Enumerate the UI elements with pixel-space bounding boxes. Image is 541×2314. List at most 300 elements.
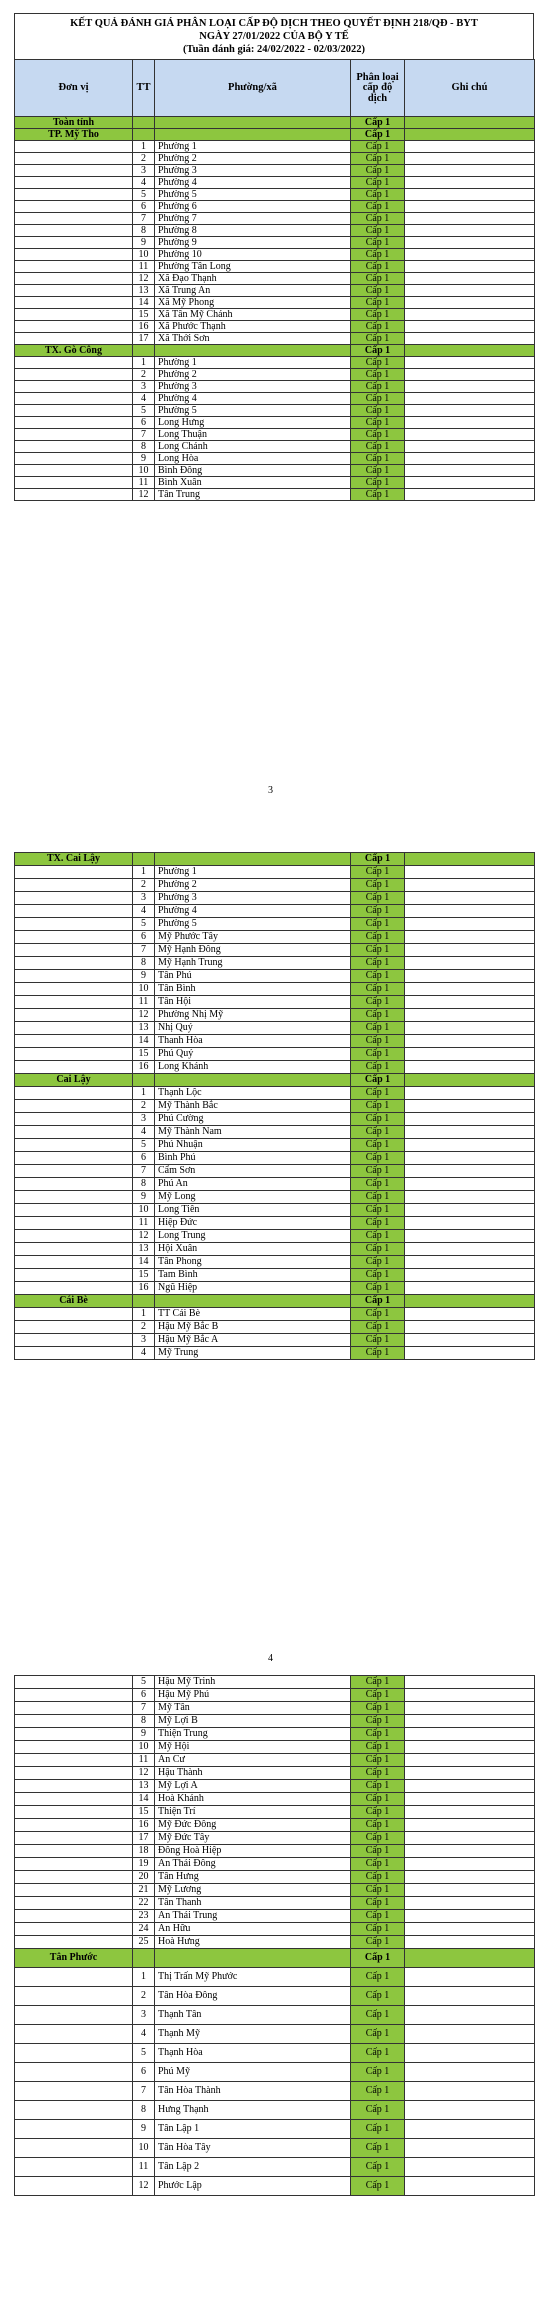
unit-cell xyxy=(15,1819,133,1832)
level-cell: Cấp 1 xyxy=(351,1806,405,1819)
tt-cell: 3 xyxy=(133,381,155,393)
ward-name: Phường 2 xyxy=(155,153,351,165)
unit-cell xyxy=(15,1793,133,1806)
level-cell: Cấp 1 xyxy=(351,441,405,453)
note-cell xyxy=(405,225,535,237)
ward-name: Long Tiên xyxy=(155,1204,351,1217)
note-cell xyxy=(405,879,535,892)
unit-cell xyxy=(15,1987,133,2006)
group-name: TP. Mỹ Tho xyxy=(15,129,133,141)
tt-cell: 13 xyxy=(133,1780,155,1793)
classification-table-page-2 xyxy=(14,852,535,1360)
level-cell: Cấp 1 xyxy=(351,213,405,225)
level-cell: Cấp 1 xyxy=(351,1217,405,1230)
note-cell xyxy=(405,1308,535,1321)
unit-cell xyxy=(15,477,133,489)
ward-name: An Hữu xyxy=(155,1923,351,1936)
note-cell xyxy=(405,129,535,141)
note-cell xyxy=(405,441,535,453)
level-cell: Cấp 1 xyxy=(351,1165,405,1178)
note-cell xyxy=(405,1987,535,2006)
unit-cell xyxy=(15,1715,133,1728)
note-cell xyxy=(405,1087,535,1100)
level-cell: Cấp 1 xyxy=(351,1087,405,1100)
tt-cell: 9 xyxy=(133,2120,155,2139)
ward-name: Mỹ Thành Bắc xyxy=(155,1100,351,1113)
ward-name: Tân Lập 2 xyxy=(155,2158,351,2177)
level-cell: Cấp 1 xyxy=(351,1035,405,1048)
ward-name: Long Thuận xyxy=(155,429,351,441)
tt-cell: 7 xyxy=(133,2082,155,2101)
note-cell xyxy=(405,1165,535,1178)
note-cell xyxy=(405,429,535,441)
tt-cell: 25 xyxy=(133,1936,155,1949)
tt-cell: 13 xyxy=(133,1243,155,1256)
tt-cell: 10 xyxy=(133,249,155,261)
ward-row xyxy=(15,879,535,892)
level-cell: Cấp 1 xyxy=(351,177,405,189)
ward-row xyxy=(15,866,535,879)
ward-name: Hoà Hưng xyxy=(155,1936,351,1949)
level-cell: Cấp 1 xyxy=(351,489,405,501)
ward-name: Phú An xyxy=(155,1178,351,1191)
tt-cell: 11 xyxy=(133,261,155,273)
unit-cell xyxy=(15,1702,133,1715)
tt-cell: 12 xyxy=(133,273,155,285)
unit-cell xyxy=(15,249,133,261)
ward-row xyxy=(15,983,535,996)
group-row xyxy=(15,117,535,129)
ward-row xyxy=(15,1191,535,1204)
level-cell: Cấp 1 xyxy=(351,465,405,477)
table-body-page-1 xyxy=(15,117,535,501)
ward-name: Phường 2 xyxy=(155,369,351,381)
level-cell: Cấp 1 xyxy=(351,1282,405,1295)
unit-cell xyxy=(15,1767,133,1780)
ward-row xyxy=(15,1728,535,1741)
ward-row xyxy=(15,441,535,453)
unit-cell xyxy=(15,1897,133,1910)
tt-cell: 8 xyxy=(133,225,155,237)
tt-cell: 7 xyxy=(133,1702,155,1715)
ward-row xyxy=(15,381,535,393)
ward-name: Thạnh Tân xyxy=(155,2006,351,2025)
level-cell: Cấp 1 xyxy=(351,1074,405,1087)
unit-cell xyxy=(15,1139,133,1152)
unit-cell xyxy=(15,1347,133,1360)
ward-row xyxy=(15,1321,535,1334)
tt-cell: 15 xyxy=(133,1048,155,1061)
ward-row xyxy=(15,477,535,489)
tt-cell: 11 xyxy=(133,1217,155,1230)
level-cell: Cấp 1 xyxy=(351,1689,405,1702)
tt-cell: 11 xyxy=(133,996,155,1009)
ward-row xyxy=(15,1968,535,1987)
note-cell xyxy=(405,417,535,429)
tt-cell: 8 xyxy=(133,1178,155,1191)
ward-name: Phường 2 xyxy=(155,879,351,892)
unit-cell xyxy=(15,1910,133,1923)
tt-cell: 3 xyxy=(133,165,155,177)
note-cell xyxy=(405,177,535,189)
tt-cell: 16 xyxy=(133,1819,155,1832)
level-cell: Cấp 1 xyxy=(351,309,405,321)
note-cell xyxy=(405,1715,535,1728)
ward-name: Phú Cường xyxy=(155,1113,351,1126)
tt-cell: 11 xyxy=(133,2158,155,2177)
level-cell: Cấp 1 xyxy=(351,2044,405,2063)
level-cell: Cấp 1 xyxy=(351,1715,405,1728)
ward-name: Phường 9 xyxy=(155,237,351,249)
ward-name: Tân Hòa Tây xyxy=(155,2139,351,2158)
ward-row xyxy=(15,2177,535,2196)
ward-row xyxy=(15,369,535,381)
unit-cell xyxy=(15,1178,133,1191)
tt-cell: 16 xyxy=(133,321,155,333)
unit-cell xyxy=(15,189,133,201)
unit-cell xyxy=(15,441,133,453)
tt-cell: 9 xyxy=(133,237,155,249)
unit-cell xyxy=(15,866,133,879)
classification-table-page-3 xyxy=(14,1675,535,2196)
tt-cell: 3 xyxy=(133,1113,155,1126)
level-cell: Cấp 1 xyxy=(351,261,405,273)
unit-cell xyxy=(15,1269,133,1282)
ward-name: Mỹ Phước Tây xyxy=(155,931,351,944)
ward-name: Mỹ Thành Nam xyxy=(155,1126,351,1139)
ward-name: Long Hòa xyxy=(155,453,351,465)
unit-cell xyxy=(15,1728,133,1741)
ward-name: Hậu Mỹ Trinh xyxy=(155,1676,351,1689)
unit-cell xyxy=(15,957,133,970)
note-cell xyxy=(405,1676,535,1689)
level-cell: Cấp 1 xyxy=(351,345,405,357)
level-cell: Cấp 1 xyxy=(351,853,405,866)
group-name: Toàn tỉnh xyxy=(15,117,133,129)
unit-cell xyxy=(15,1936,133,1949)
level-cell: Cấp 1 xyxy=(351,1048,405,1061)
unit-cell xyxy=(15,1689,133,1702)
tt-cell: 13 xyxy=(133,1022,155,1035)
unit-cell xyxy=(15,2025,133,2044)
ward-name: Phước Lập xyxy=(155,2177,351,2196)
ward-row xyxy=(15,1178,535,1191)
ward-row xyxy=(15,2139,535,2158)
level-cell: Cấp 1 xyxy=(351,297,405,309)
note-cell xyxy=(405,1780,535,1793)
level-cell: Cấp 1 xyxy=(351,1321,405,1334)
ward-name: Tân Phong xyxy=(155,1256,351,1269)
ward-row xyxy=(15,931,535,944)
ward-row xyxy=(15,1936,535,1949)
ward-name: Mỹ Đức Đông xyxy=(155,1819,351,1832)
unit-cell xyxy=(15,333,133,345)
ward-row xyxy=(15,970,535,983)
level-cell: Cấp 1 xyxy=(351,1936,405,1949)
tt-cell: 9 xyxy=(133,970,155,983)
level-cell: Cấp 1 xyxy=(351,2158,405,2177)
level-cell: Cấp 1 xyxy=(351,957,405,970)
note-cell xyxy=(405,1009,535,1022)
note-cell xyxy=(405,1035,535,1048)
note-cell xyxy=(405,1936,535,1949)
level-cell: Cấp 1 xyxy=(351,321,405,333)
ward-row xyxy=(15,1269,535,1282)
ward-row xyxy=(15,1165,535,1178)
note-cell xyxy=(405,153,535,165)
unit-cell xyxy=(15,213,133,225)
ward-row xyxy=(15,429,535,441)
note-cell xyxy=(405,957,535,970)
note-cell xyxy=(405,1074,535,1087)
ward-row xyxy=(15,1987,535,2006)
ward-name: Hoà Khánh xyxy=(155,1793,351,1806)
ward-name: Phường 4 xyxy=(155,177,351,189)
unit-cell xyxy=(15,309,133,321)
note-cell xyxy=(405,2158,535,2177)
ward-row xyxy=(15,1884,535,1897)
unit-cell xyxy=(15,465,133,477)
ward-row xyxy=(15,489,535,501)
ward-name: Phường 3 xyxy=(155,381,351,393)
tt-cell: 6 xyxy=(133,2063,155,2082)
note-cell xyxy=(405,1897,535,1910)
group-row xyxy=(15,1295,535,1308)
level-cell: Cấp 1 xyxy=(351,1923,405,1936)
unit-cell xyxy=(15,1858,133,1871)
tt-cell: 5 xyxy=(133,189,155,201)
level-cell: Cấp 1 xyxy=(351,1910,405,1923)
ward-name: Xã Phước Thạnh xyxy=(155,321,351,333)
tt-cell: 6 xyxy=(133,417,155,429)
unit-cell xyxy=(15,1871,133,1884)
ward-name: Bình Phú xyxy=(155,1152,351,1165)
level-cell: Cấp 1 xyxy=(351,931,405,944)
title-line-1: KẾT QUẢ ĐÁNH GIÁ PHÂN LOẠI CẤP ĐỘ DỊCH THEO QUYẾT ĐỊNH 218/QĐ - BYT xyxy=(70,18,478,29)
ward-row xyxy=(15,1845,535,1858)
tt-cell: 5 xyxy=(133,1139,155,1152)
tt-cell: 12 xyxy=(133,2177,155,2196)
ward-name: Phường 6 xyxy=(155,201,351,213)
note-cell xyxy=(405,905,535,918)
level-cell: Cấp 1 xyxy=(351,1871,405,1884)
ward-name: Long Chánh xyxy=(155,441,351,453)
tt-cell: 14 xyxy=(133,297,155,309)
ward-name: Hậu Mỹ Bắc B xyxy=(155,1321,351,1334)
ward-row xyxy=(15,2025,535,2044)
note-cell xyxy=(405,1282,535,1295)
note-cell xyxy=(405,1819,535,1832)
level-cell: Cấp 1 xyxy=(351,1949,405,1968)
ward-row xyxy=(15,453,535,465)
unit-cell xyxy=(15,2006,133,2025)
ward-row xyxy=(15,297,535,309)
tt-cell: 12 xyxy=(133,1230,155,1243)
header-tt: TT xyxy=(133,60,155,117)
ward-name: Phường 1 xyxy=(155,141,351,153)
ward-cell xyxy=(155,1949,351,1968)
tt-cell xyxy=(133,853,155,866)
level-cell: Cấp 1 xyxy=(351,165,405,177)
note-cell xyxy=(405,249,535,261)
tt-cell: 8 xyxy=(133,957,155,970)
ward-row xyxy=(15,273,535,285)
note-cell xyxy=(405,405,535,417)
level-cell: Cấp 1 xyxy=(351,333,405,345)
tt-cell: 2 xyxy=(133,879,155,892)
unit-cell xyxy=(15,905,133,918)
tt-cell: 16 xyxy=(133,1061,155,1074)
unit-cell xyxy=(15,417,133,429)
level-cell: Cấp 1 xyxy=(351,1191,405,1204)
ward-row xyxy=(15,2044,535,2063)
tt-cell: 11 xyxy=(133,1754,155,1767)
tt-cell: 6 xyxy=(133,201,155,213)
ward-row xyxy=(15,1022,535,1035)
level-cell: Cấp 1 xyxy=(351,381,405,393)
unit-cell xyxy=(15,2139,133,2158)
level-cell: Cấp 1 xyxy=(351,477,405,489)
tt-cell: 13 xyxy=(133,285,155,297)
ward-name: Hậu Mỹ Bắc A xyxy=(155,1334,351,1347)
note-cell xyxy=(405,2101,535,2120)
unit-cell xyxy=(15,2082,133,2101)
ward-name: Mỹ Hạnh Đông xyxy=(155,944,351,957)
ward-row xyxy=(15,2120,535,2139)
ward-row xyxy=(15,141,535,153)
tt-cell: 1 xyxy=(133,141,155,153)
unit-cell xyxy=(15,237,133,249)
ward-name: Phường 10 xyxy=(155,249,351,261)
level-cell: Cấp 1 xyxy=(351,1968,405,1987)
page-2-sheet xyxy=(14,852,534,1360)
level-cell: Cấp 1 xyxy=(351,141,405,153)
tt-cell: 11 xyxy=(133,477,155,489)
unit-cell xyxy=(15,1126,133,1139)
unit-cell xyxy=(15,1035,133,1048)
note-cell xyxy=(405,261,535,273)
note-cell xyxy=(405,1858,535,1871)
ward-name: Mỹ Lợi A xyxy=(155,1780,351,1793)
note-cell xyxy=(405,1949,535,1968)
unit-cell xyxy=(15,1282,133,1295)
ward-row xyxy=(15,1754,535,1767)
ward-row xyxy=(15,1152,535,1165)
ward-row xyxy=(15,1347,535,1360)
level-cell: Cấp 1 xyxy=(351,1308,405,1321)
ward-row xyxy=(15,1923,535,1936)
tt-cell: 5 xyxy=(133,918,155,931)
note-cell xyxy=(405,357,535,369)
note-cell xyxy=(405,1845,535,1858)
tt-cell: 18 xyxy=(133,1845,155,1858)
ward-row xyxy=(15,957,535,970)
ward-row xyxy=(15,405,535,417)
table-body-page-3 xyxy=(15,1676,535,2196)
ward-name: TT Cái Bè xyxy=(155,1308,351,1321)
note-cell xyxy=(405,1295,535,1308)
unit-cell xyxy=(15,297,133,309)
unit-cell xyxy=(15,1087,133,1100)
ward-name: Mỹ Trung xyxy=(155,1347,351,1360)
tt-cell: 22 xyxy=(133,1897,155,1910)
ward-name: Phường 7 xyxy=(155,213,351,225)
ward-name: Mỹ Hội xyxy=(155,1741,351,1754)
ward-row xyxy=(15,177,535,189)
title-line-3: (Tuần đánh giá: 24/02/2022 - 02/03/2022) xyxy=(183,44,365,56)
tt-cell: 4 xyxy=(133,1126,155,1139)
note-cell xyxy=(405,333,535,345)
ward-name: Thạnh Mỹ xyxy=(155,2025,351,2044)
ward-row xyxy=(15,1009,535,1022)
ward-row xyxy=(15,2063,535,2082)
ward-row xyxy=(15,1113,535,1126)
tt-cell: 2 xyxy=(133,1321,155,1334)
ward-row xyxy=(15,1087,535,1100)
note-cell xyxy=(405,866,535,879)
unit-cell xyxy=(15,429,133,441)
level-cell: Cấp 1 xyxy=(351,1334,405,1347)
unit-cell xyxy=(15,879,133,892)
unit-cell xyxy=(15,1334,133,1347)
ward-row xyxy=(15,1256,535,1269)
ward-name: An Thái Đông xyxy=(155,1858,351,1871)
page-number: 3 xyxy=(268,785,273,796)
note-cell xyxy=(405,983,535,996)
note-cell xyxy=(405,1178,535,1191)
tt-cell: 8 xyxy=(133,2101,155,2120)
level-cell: Cấp 1 xyxy=(351,189,405,201)
note-cell xyxy=(405,1113,535,1126)
level-cell: Cấp 1 xyxy=(351,201,405,213)
title-line-2: NGÀY 27/01/2022 CỦA BỘ Y TẾ xyxy=(199,31,349,43)
ward-name: Phú Quý xyxy=(155,1048,351,1061)
tt-cell xyxy=(133,117,155,129)
note-cell xyxy=(405,1061,535,1074)
group-name: Cái Bè xyxy=(15,1295,133,1308)
ward-name: Xã Thới Sơn xyxy=(155,333,351,345)
ward-name: Xã Mỹ Phong xyxy=(155,297,351,309)
note-cell xyxy=(405,1741,535,1754)
unit-cell xyxy=(15,489,133,501)
unit-cell xyxy=(15,141,133,153)
level-cell: Cấp 1 xyxy=(351,2120,405,2139)
tt-cell: 5 xyxy=(133,1676,155,1689)
page-1-sheet xyxy=(14,13,534,501)
tt-cell: 1 xyxy=(133,1087,155,1100)
level-cell: Cấp 1 xyxy=(351,905,405,918)
level-cell: Cấp 1 xyxy=(351,273,405,285)
ward-name: Phường 5 xyxy=(155,405,351,417)
ward-row xyxy=(15,1204,535,1217)
note-cell xyxy=(405,2025,535,2044)
tt-cell: 4 xyxy=(133,1347,155,1360)
note-cell xyxy=(405,285,535,297)
unit-cell xyxy=(15,1741,133,1754)
group-row xyxy=(15,345,535,357)
level-cell: Cấp 1 xyxy=(351,1009,405,1022)
level-cell: Cấp 1 xyxy=(351,2082,405,2101)
ward-row xyxy=(15,333,535,345)
ward-cell xyxy=(155,117,351,129)
note-cell xyxy=(405,1884,535,1897)
level-cell: Cấp 1 xyxy=(351,1767,405,1780)
ward-row xyxy=(15,1780,535,1793)
level-cell: Cấp 1 xyxy=(351,866,405,879)
note-cell xyxy=(405,1152,535,1165)
level-cell: Cấp 1 xyxy=(351,944,405,957)
ward-name: Tam Bình xyxy=(155,1269,351,1282)
